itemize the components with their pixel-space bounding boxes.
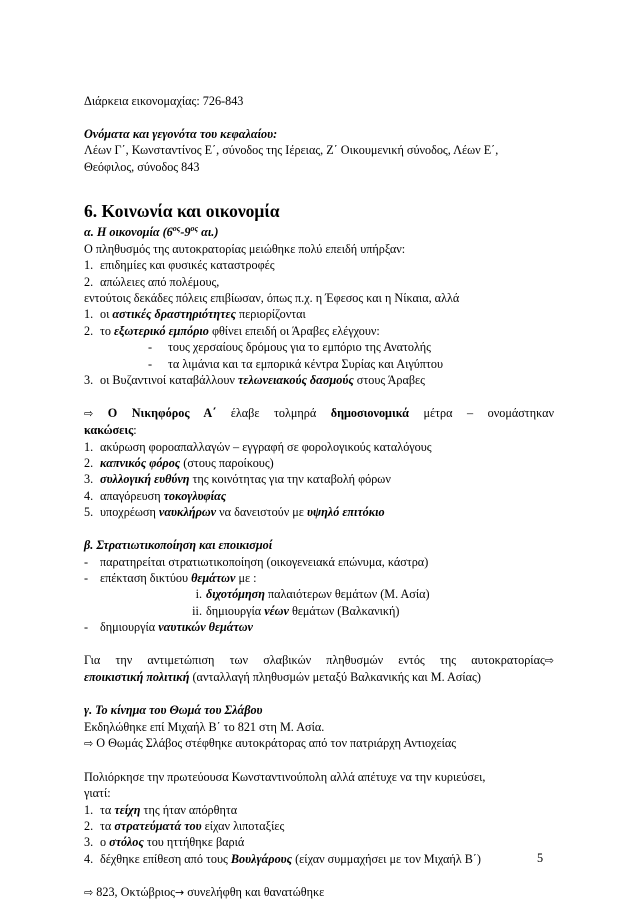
duration-line: Διάρκεια εικονομαχίας: 726-843 <box>84 94 244 108</box>
dash-item: - επέκταση δικτύου θεμάτων με : <box>84 570 257 585</box>
subsection-heading-military: β. Στρατιωτικοποίηση και εποικισμοί <box>84 538 273 553</box>
arrow-icon: ⇨ <box>84 885 94 899</box>
list-item: 1. επιδημίες και φυσικές καταστροφές <box>84 258 275 273</box>
section-title: 6. Κοινωνία και οικονομία <box>84 201 280 222</box>
dash-item: - παρατηρείται στρατιωτικοποίηση (οικογενειακά επώνυμα, κάστρα) <box>84 554 429 569</box>
list-item: 4. δέχθηκε επίθεση από τους Βουλγάρους (είχαν συμμαχήσει με τον Μιχαήλ Β΄) <box>84 851 481 866</box>
list-item: 1. οι αστικές δραστηριότητες περιορίζονται <box>84 307 306 322</box>
paragraph: Πολιόρκησε την πρωτεύουσα Κωνσταντινούπολη αλλά απέτυχε να την κυριεύσει, <box>84 769 486 784</box>
list-item: 3. ο στόλος του ηττήθηκε βαριά <box>84 835 245 850</box>
list-item: 2. καπνικός φόρος (στους παροίκους) <box>84 456 274 471</box>
names-heading: Ονόματα και γεγονότα του κεφαλαίου: <box>84 126 278 141</box>
kakoseis-line: κακώσεις: <box>84 423 137 438</box>
sub-list-item: - τους χερσαίους δρόμους για το εμπόριο της Ανατολής <box>148 340 431 355</box>
list-item: 5. υποχρέωση ναυκλήρων να δανειστούν με υψηλό επιτόκιο <box>84 505 385 520</box>
nikiforos-line: ⇨ Ο Νικηφόρος Α΄ έλαβε τολμηρά δημοσιονομικά μέτρα – ονομάστηκαν <box>84 405 555 420</box>
list-item: 1. ακύρωση φοροαπαλλαγών – εγγραφή σε φορολογικούς καταλόγους <box>84 439 432 454</box>
list-item: 2. τα στρατεύματά του είχαν λιποταξίες <box>84 818 285 833</box>
paragraph: εντούτοις δεκάδες πόλεις επιβίωσαν, όπως π.χ. η Έφεσος και η Νίκαια, αλλά <box>84 291 460 306</box>
list-item: 2. το εξωτερικό εμπόριο φθίνει επειδή οι Άραβες ελέγχουν: <box>84 323 380 338</box>
sub-list-item: - τα λιμάνια και τα εμπορικά κέντρα Συρίας και Αιγύπτου <box>148 356 443 371</box>
paragraph: Ο πληθυσμός της αυτοκρατορίας μειώθηκε πολύ επειδή υπήρξαν: <box>84 241 406 256</box>
roman-item: ii. δημιουργία νέων θεμάτων (Βαλκανική) <box>192 603 400 618</box>
right-arrow-icon: → <box>175 885 185 899</box>
document-body <box>84 93 554 901</box>
list-item: 4. απαγόρευση τοκογλυφίας <box>84 488 227 503</box>
paragraph: Εκδηλώθηκε επί Μιχαήλ Β΄ το 821 στη Μ. Ασία. <box>84 719 325 734</box>
dash-item: - δημιουργία ναυτικών θεμάτων <box>84 620 253 635</box>
paragraph: ⇨ Ο Θωμάς Σλάβος στέφθηκε αυτοκράτορας από τον πατριάρχη Αντιοχείας <box>84 735 457 750</box>
arrow-icon: ⇨ <box>84 406 94 420</box>
arrow-icon: ⇨ <box>544 653 554 667</box>
paragraph: γιατί: <box>84 786 111 801</box>
names-line: Λέων Γ΄, Κωνσταντίνος Ε΄, σύνοδος της Ιέρειας, Ζ΄ Οικουμενική σύνοδος, Λέων Ε΄, <box>84 143 499 158</box>
list-item: 1. τα τείχη της ήταν απόρθητα <box>84 802 238 817</box>
list-item: 3. συλλογική ευθύνη της κοινότητας για την καταβολή φόρων <box>84 472 391 487</box>
names-line: Θεόφιλος, σύνοδος 843 <box>84 159 200 174</box>
list-item: 2. απώλειες από πολέμους, <box>84 274 220 289</box>
page-number: 5 <box>537 851 544 865</box>
list-item: 3. οι Βυζαντινοί καταβάλλουν τελωνειακούς δασμούς στους Άραβες <box>84 373 426 388</box>
paragraph: εποικιστική πολιτική (ανταλλαγή πληθυσμών μεταξύ Βαλκανικής και Μ. Ασίας) <box>84 670 481 685</box>
paragraph: Για την αντιμετώπιση των σλαβικών πληθυσμών εντός της αυτοκρατορίας⇨ <box>84 652 554 667</box>
subsection-heading-thomas: γ. Το κίνημα του Θωμά του Σλάβου <box>84 703 263 718</box>
roman-item: i. διχοτόμηση παλαιότερων θεμάτων (Μ. Ασία) <box>195 587 430 602</box>
subsection-heading-economy: α. Η οικονομία ($6^{o\varsigma}-9^{o\varsigma}$ αι.) <box>84 224 219 240</box>
paragraph: ⇨ 823, Οκτώβριος→ συνελήφθη και θανατώθηκε <box>84 884 325 899</box>
arrow-icon: ⇨ <box>84 736 94 750</box>
